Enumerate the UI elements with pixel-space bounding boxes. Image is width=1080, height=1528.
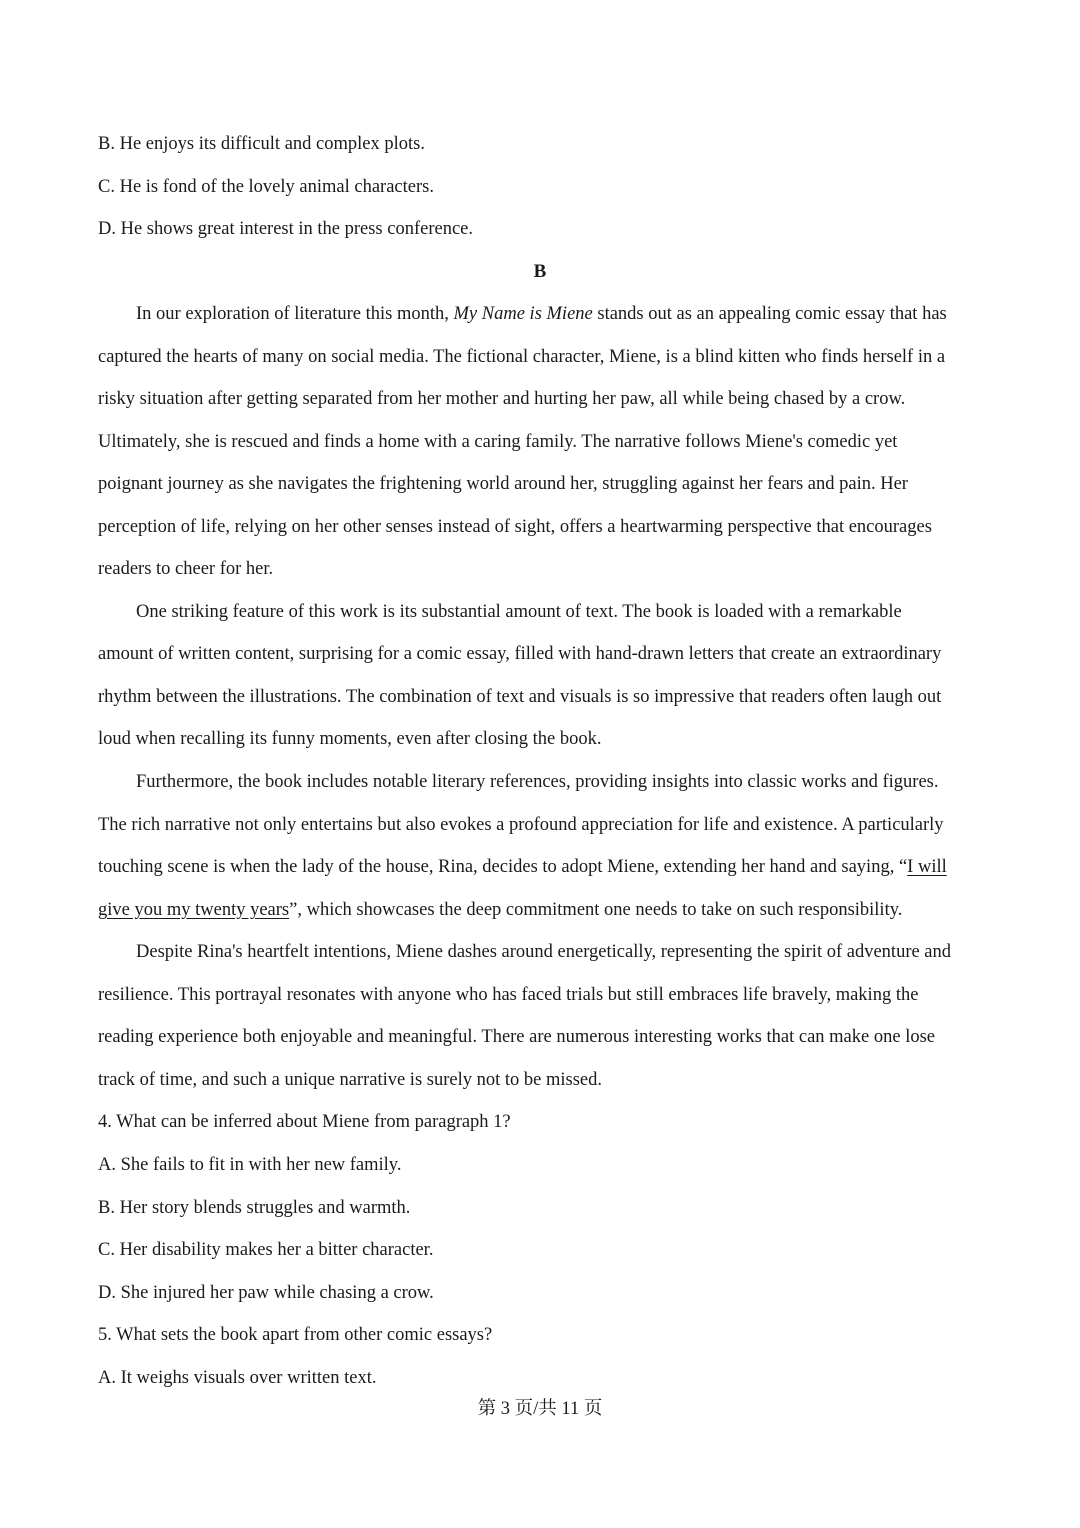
question-4-option-a: A. She fails to fit in with her new family.	[98, 1155, 402, 1175]
page-footer: 第 3 页/共 11 页	[477, 1399, 603, 1419]
book-title: My Name is Miene	[453, 304, 593, 324]
passage-p2-line3: rhythm between the illustrations. The combination of text and visuals is so impressive that readers often laugh out	[98, 687, 942, 707]
passage-p4-line1: Despite Rina's heartfelt intentions, Miene dashes around energetically, representing the spirit of adventure and	[136, 942, 952, 962]
passage-p1-line6: perception of life, relying on her other senses instead of sight, offers a heartwarming perspective that encourages	[98, 517, 932, 537]
passage-p1-line5: poignant journey as she navigates the frightening world around her, struggling against her fears and pain. Her	[98, 474, 908, 494]
passage-p4-line3: reading experience both enjoyable and meaningful. There are numerous interesting works that can make one lose	[98, 1027, 935, 1047]
passage-p1-line2: captured the hearts of many on social media. The fictional character, Miene, is a blind kitten who finds herself in a	[98, 347, 946, 367]
passage-p1-line4: Ultimately, she is rescued and finds a home with a caring family. The narrative follows Miene's comedic yet	[98, 432, 898, 452]
passage-p3-line2: The rich narrative not only entertains but also evokes a profound appreciation for life and existence. A particularly	[98, 815, 944, 835]
prev-option-c: C. He is fond of the lovely animal characters.	[98, 177, 434, 197]
passage-p1-line7: readers to cheer for her.	[98, 559, 274, 579]
question-4-option-d: D. She injured her paw while chasing a crow.	[98, 1283, 434, 1303]
prev-option-b: B. He enjoys its difficult and complex plots.	[98, 134, 425, 154]
section-title: B	[533, 261, 547, 282]
question-4-option-b: B. Her story blends struggles and warmth.	[98, 1198, 411, 1218]
question-4-option-c: C. Her disability makes her a bitter character.	[98, 1240, 434, 1260]
question-5-stem: 5. What sets the book apart from other comic essays?	[98, 1325, 493, 1345]
passage-p4-line4: track of time, and such a unique narrative is surely not to be missed.	[98, 1070, 602, 1090]
passage-p1-line1: In our exploration of literature this month, My Name is Miene stands out as an appealing comic essay that has	[136, 304, 947, 324]
passage-p4-line2: resilience. This portrayal resonates with anyone who has faced trials but still embraces life bravely, making the	[98, 985, 919, 1005]
question-5-option-a: A. It weighs visuals over written text.	[98, 1368, 377, 1388]
passage-p2-line1: One striking feature of this work is its substantial amount of text. The book is loaded with a remarkable	[136, 602, 902, 622]
passage-p3-line1: Furthermore, the book includes notable literary references, providing insights into classic works and figures.	[136, 772, 939, 792]
passage-p2-line2: amount of written content, surprising for a comic essay, filled with hand-drawn letters that create an extraordinary	[98, 644, 942, 664]
passage-p3-line4: give you my twenty years”, which showcases the deep commitment one needs to take on such responsibility.	[98, 900, 903, 920]
passage-p1-line3: risky situation after getting separated from her mother and hurting her paw, all while being chased by a crow.	[98, 389, 906, 409]
passage-p3-line3: touching scene is when the lady of the house, Rina, decides to adopt Miene, extending her hand and saying, “I will	[98, 857, 947, 877]
underlined-quote-part2: give you my twenty years	[98, 900, 290, 920]
passage-p2-line4: loud when recalling its funny moments, even after closing the book.	[98, 729, 602, 749]
prev-option-d: D. He shows great interest in the press conference.	[98, 219, 474, 239]
underlined-quote-part1: I will	[907, 857, 947, 877]
question-4-stem: 4. What can be inferred about Miene from paragraph 1?	[98, 1112, 511, 1132]
